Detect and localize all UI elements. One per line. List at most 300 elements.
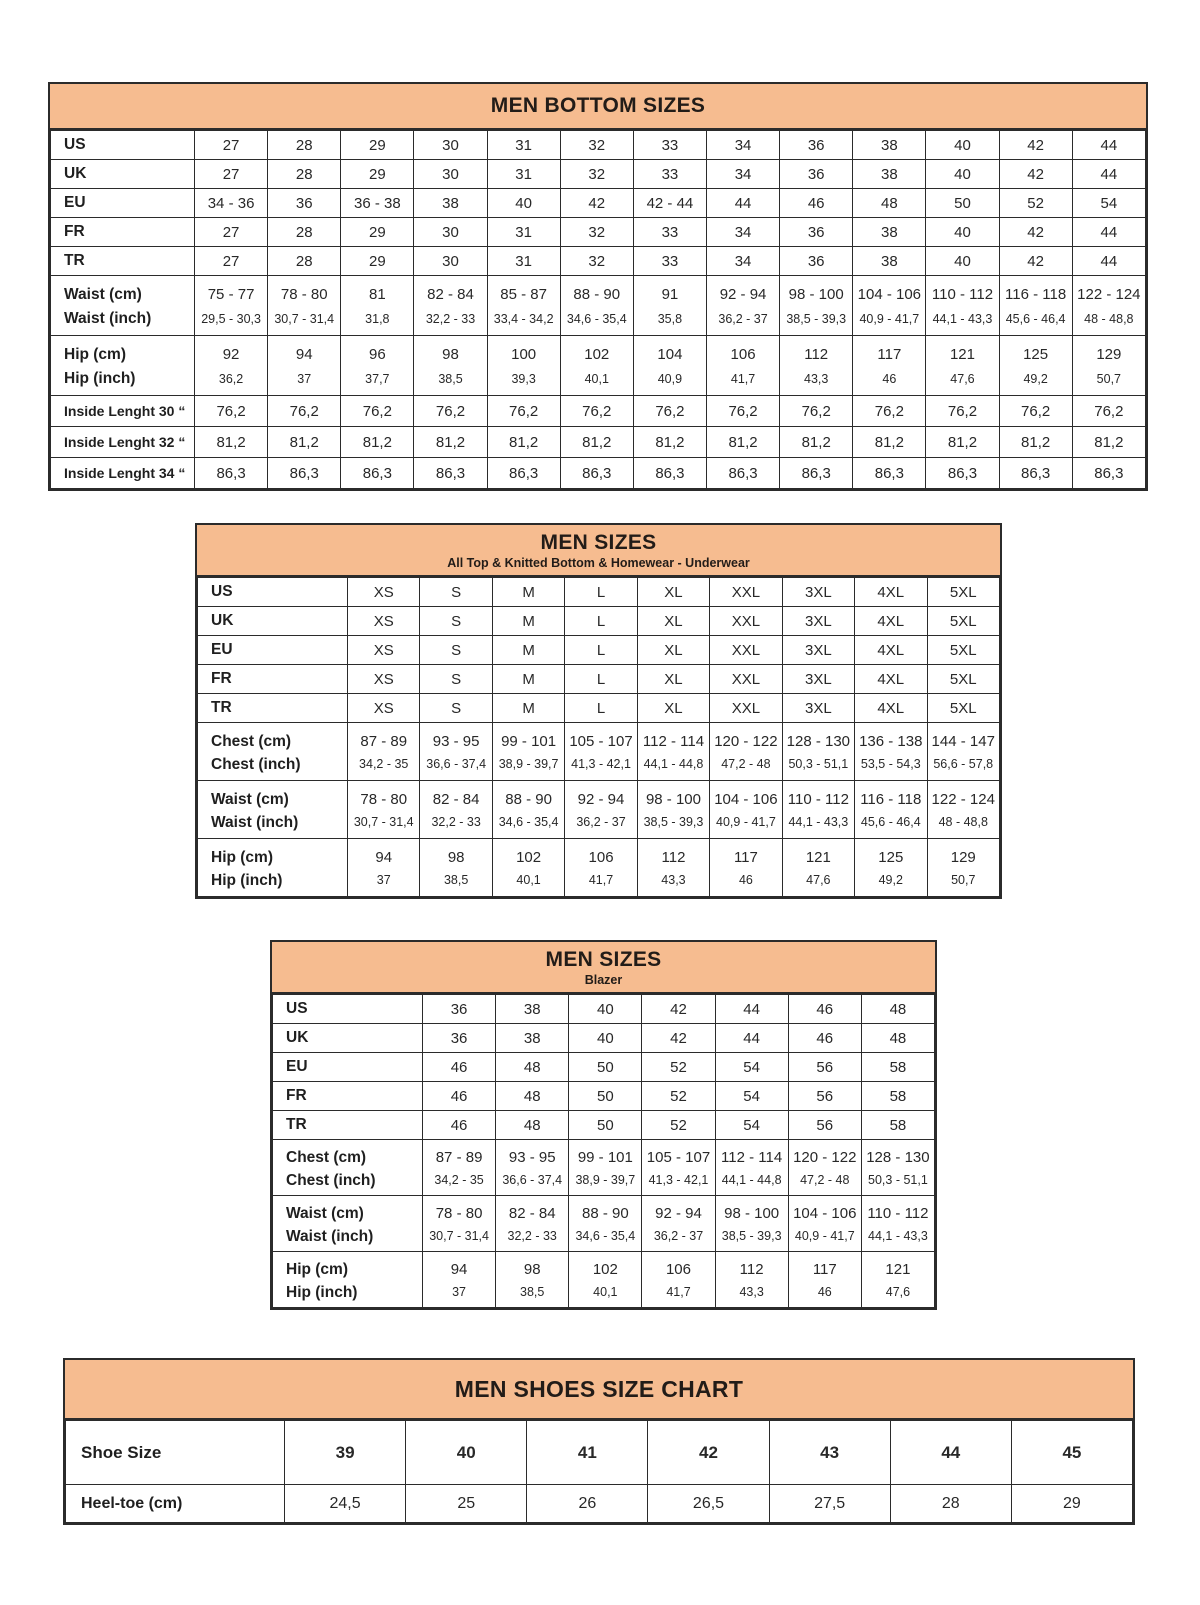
row-label-line: Waist (cm) [286,1204,364,1222]
value-line: 38,5 - 39,3 [721,1228,782,1243]
value-cell: 36 - 38 [341,189,414,218]
value-cell: 76,2 [195,396,268,427]
value-cell: XS [348,665,420,694]
value-cell: 32 [560,160,633,189]
value-cell: 42 [642,995,715,1024]
size-grid [272,994,935,1308]
row-label: FR [198,665,348,694]
value-line: 46 [882,372,897,386]
value-cell: M [492,665,564,694]
value-cell: 81,2 [195,427,268,458]
value-cell: 4XL [855,607,927,636]
value-cell: 58 [861,1053,934,1082]
value-line: 41,7 [588,873,614,887]
value-line: 34,2 - 35 [434,1172,484,1187]
value-cell: 76,2 [999,396,1072,427]
value-cell: 33 [633,247,706,276]
value-cell: 86,3 [706,458,779,489]
value-line: 85 - 87 [500,286,547,303]
value-cell: 44 [1072,160,1145,189]
value-line: 36,6 - 37,4 [426,757,487,771]
value-cell [341,276,414,336]
table-row [51,189,1146,218]
value-cell: S [420,607,492,636]
value-cell: XXL [710,636,782,665]
table-row [198,723,1000,781]
value-line: 93 - 95 [432,733,480,750]
value-line: 106 [588,849,614,866]
value-cell: 56 [788,1111,861,1140]
value-cell: S [420,665,492,694]
value-cell: 34 - 36 [195,189,268,218]
value-line: 39,3 [511,372,536,386]
value-cell: 45 [1011,1421,1132,1485]
value-cell [861,1196,934,1252]
value-cell: 4XL [855,636,927,665]
value-cell [496,1196,569,1252]
value-cell: 46 [423,1053,496,1082]
value-line: 48 - 48,8 [1084,312,1134,326]
value-cell [348,839,420,897]
value-cell: 28 [268,247,341,276]
value-line: 104 - 106 [793,1204,857,1222]
value-cell: 86,3 [633,458,706,489]
size-grid [50,130,1146,489]
value-cell [637,839,709,897]
value-line: 102 [584,346,610,363]
value-cell: 33 [633,160,706,189]
value-line: 49,2 [878,873,903,887]
row-label [198,839,348,897]
value-line: 102 [592,1260,618,1278]
value-cell [782,723,854,781]
value-cell: 76,2 [633,396,706,427]
value-cell [715,1196,788,1252]
value-cell [348,781,420,839]
value-cell: 42 [560,189,633,218]
value-cell: L [565,694,637,723]
value-line: 82 - 84 [508,1204,556,1222]
table-row [51,247,1146,276]
row-label: Inside Lenght 34 “ [51,458,195,489]
value-cell [642,1252,715,1308]
value-cell: 28 [268,218,341,247]
value-cell: 44 [1072,218,1145,247]
value-line: 104 - 106 [857,286,922,303]
value-cell [788,1140,861,1196]
value-line: 49,2 [1023,372,1048,386]
value-line: 78 - 80 [435,1204,483,1222]
table-title: MEN SIZES [540,530,657,554]
value-cell: 76,2 [268,396,341,427]
value-cell [492,723,564,781]
value-cell: 4XL [855,665,927,694]
value-line: 110 - 112 [931,286,994,303]
value-cell: 54 [715,1082,788,1111]
table-row [273,1082,935,1111]
value-cell [414,336,487,396]
row-label: EU [273,1053,423,1082]
value-cell [706,336,779,396]
value-line: 129 [1096,346,1122,363]
value-cell [780,336,853,396]
table-row [51,160,1146,189]
value-line: 92 - 94 [577,791,625,808]
size-grid [197,577,1000,897]
value-cell: 76,2 [926,396,999,427]
value-cell: 31 [487,131,560,160]
row-label-line: Hip (inch) [286,1283,358,1301]
value-line: 91 [661,286,679,303]
value-cell: 43 [769,1421,890,1485]
value-line: 36,2 [218,372,244,386]
value-cell: 40 [926,131,999,160]
value-line: 129 [950,849,976,866]
table-title-bar [50,84,1146,130]
value-line: 44,1 - 43,3 [868,1228,928,1243]
value-cell: M [492,636,564,665]
value-cell [569,1252,642,1308]
value-line: 44,1 - 43,3 [788,815,849,829]
value-line: 88 - 90 [573,286,621,303]
value-cell: 86,3 [560,458,633,489]
value-cell: XS [348,636,420,665]
value-cell [637,781,709,839]
value-cell: 86,3 [999,458,1072,489]
value-cell: 34 [706,247,779,276]
row-label: UK [51,160,195,189]
row-label: Heel-toe (cm) [66,1485,285,1523]
value-line: 41,7 [730,372,756,386]
value-line: 112 - 114 [642,733,705,750]
value-line: 37 [297,372,312,386]
value-cell: 52 [642,1111,715,1140]
value-cell: 81,2 [780,427,853,458]
value-line: 87 - 89 [435,1148,483,1166]
value-line: 110 - 112 [867,1204,929,1222]
value-cell [423,1252,496,1308]
value-cell: 40 [569,1024,642,1053]
value-cell: 26 [527,1485,648,1523]
value-cell: 32 [560,247,633,276]
value-cell: 34 [706,218,779,247]
value-cell [569,1140,642,1196]
row-label: US [51,131,195,160]
value-cell: 54 [715,1053,788,1082]
value-line: 136 - 138 [859,733,923,750]
table-row [198,636,1000,665]
value-line: 47,6 [885,1284,911,1299]
value-cell: 58 [861,1082,934,1111]
table-title-bar [65,1360,1133,1420]
value-line: 41,3 - 42,1 [648,1172,709,1187]
table-row [273,1252,935,1308]
value-cell: 44 [1072,131,1145,160]
value-line: 102 [516,849,542,866]
value-line: 98 [442,346,459,363]
row-label: US [198,578,348,607]
row-label-line: Waist (inch) [286,1227,374,1245]
value-cell: 86,3 [926,458,999,489]
value-line: 75 - 77 [207,286,255,303]
value-cell: 36 [780,131,853,160]
value-cell [853,276,926,336]
value-cell: XXL [710,694,782,723]
value-line: 94 [295,346,313,363]
value-cell: 76,2 [1072,396,1145,427]
table-title-bar [197,525,1000,577]
value-cell: 50 [569,1111,642,1140]
value-cell: 5XL [927,607,1000,636]
value-cell: 42 [999,218,1072,247]
value-cell: 48 [496,1111,569,1140]
value-cell: 56 [788,1082,861,1111]
row-label-line: Hip (inch) [64,370,136,387]
value-line: 48 - 48,8 [938,815,988,829]
table-title-bar [272,942,935,994]
value-cell: 30 [414,218,487,247]
table-row [66,1421,1133,1485]
value-line: 105 - 107 [646,1148,711,1166]
value-cell [715,1140,788,1196]
men-top-sizes-table [195,523,1002,899]
value-cell: 39 [285,1421,406,1485]
value-cell [492,781,564,839]
table-row [273,995,935,1024]
value-cell: M [492,578,564,607]
value-cell: 5XL [927,694,1000,723]
value-cell: 41 [527,1421,648,1485]
value-cell: 32 [560,131,633,160]
value-cell: 38 [853,247,926,276]
table-row [273,1140,935,1196]
value-cell [496,1140,569,1196]
value-cell: 81,2 [414,427,487,458]
row-label: FR [51,218,195,247]
value-cell [710,781,782,839]
value-cell [855,723,927,781]
value-line: 40,9 [657,372,683,386]
row-label [51,336,195,396]
value-cell: 42 [999,247,1072,276]
value-cell: 81,2 [487,427,560,458]
value-line: 36,6 - 37,4 [502,1172,563,1187]
value-line: 38,9 - 39,7 [498,757,559,771]
value-cell: 81,2 [706,427,779,458]
value-line: 121 [805,849,831,866]
value-cell [782,781,854,839]
value-cell: XXL [710,578,782,607]
value-cell [927,839,1000,897]
value-cell: 48 [853,189,926,218]
row-label: UK [198,607,348,636]
value-line: 44,1 - 43,3 [932,312,993,326]
value-cell: XL [637,607,709,636]
row-label [51,276,195,336]
value-cell: 52 [642,1053,715,1082]
value-cell: S [420,578,492,607]
value-line: 32,2 - 33 [507,1228,557,1243]
value-line: 121 [949,346,975,363]
value-cell: 54 [715,1111,788,1140]
value-cell: 34 [706,131,779,160]
value-line: 37 [376,873,391,887]
value-cell [855,781,927,839]
row-label-line: Waist (cm) [211,791,289,808]
row-label-line: Chest (cm) [211,733,292,750]
value-cell [565,781,637,839]
value-line: 94 [450,1260,468,1278]
value-cell: 81,2 [560,427,633,458]
value-line: 38,5 [438,372,463,386]
table-row [51,218,1146,247]
value-cell: 42 [648,1421,769,1485]
value-cell [780,276,853,336]
row-label: Shoe Size [66,1421,285,1485]
value-cell [710,839,782,897]
value-cell [926,276,999,336]
table-title: MEN SHOES SIZE CHART [454,1375,744,1402]
value-cell [927,723,1000,781]
value-line: 30,7 - 31,4 [353,815,414,829]
men-blazer-sizes-table [270,940,937,1310]
value-cell: M [492,694,564,723]
row-label [198,781,348,839]
value-cell [710,723,782,781]
value-line: 50,7 [951,873,976,887]
value-cell: 76,2 [780,396,853,427]
value-line: 106 [730,346,756,363]
value-line: 125 [1023,346,1049,363]
value-cell: 4XL [855,694,927,723]
value-cell: 5XL [927,578,1000,607]
value-cell: L [565,636,637,665]
value-cell [706,276,779,336]
value-line: 104 [657,346,683,363]
value-line: 36,2 - 37 [718,312,768,326]
value-line: 45,6 - 46,4 [1005,312,1066,326]
value-line: 110 - 112 [787,791,849,808]
value-line: 31,8 [365,312,390,326]
value-cell: XS [348,694,420,723]
table-row [198,781,1000,839]
value-line: 87 - 89 [360,733,408,750]
value-cell [195,276,268,336]
value-cell: 32 [560,218,633,247]
value-cell [414,276,487,336]
row-label-line: Waist (inch) [64,310,152,327]
value-line: 122 - 124 [1077,286,1141,303]
row-label: TR [51,247,195,276]
value-cell [341,336,414,396]
value-cell [855,839,927,897]
value-cell [999,276,1072,336]
value-cell: 36 [268,189,341,218]
value-line: 122 - 124 [931,791,995,808]
value-line: 106 [665,1260,691,1278]
value-line: 37 [452,1284,467,1299]
value-line: 47,2 - 48 [721,757,771,771]
value-cell: 56 [788,1053,861,1082]
value-line: 96 [369,346,386,363]
value-cell: 27 [195,160,268,189]
table-row [198,607,1000,636]
row-label-line: Hip (cm) [64,346,126,363]
value-cell: 36 [423,1024,496,1053]
value-cell: 26,5 [648,1485,769,1523]
table-row [51,131,1146,160]
value-line: 82 - 84 [432,791,480,808]
value-cell: XL [637,636,709,665]
value-cell: 29 [341,247,414,276]
row-label: EU [198,636,348,665]
row-label: TR [198,694,348,723]
value-line: 116 - 118 [1005,286,1067,303]
value-cell: 38 [853,131,926,160]
value-cell: 52 [999,189,1072,218]
value-line: 47,6 [950,372,975,386]
value-cell: XS [348,607,420,636]
value-line: 56,6 - 57,8 [933,757,994,771]
value-line: 34,2 - 35 [359,757,409,771]
table-row [51,427,1146,458]
table-row [51,276,1146,336]
table-row [273,1196,935,1252]
table-row [273,1053,935,1082]
row-label: Inside Lenght 32 “ [51,427,195,458]
row-label-line: Hip (cm) [286,1260,348,1278]
value-line: 78 - 80 [360,791,408,808]
value-cell: 40 [569,995,642,1024]
row-label: US [273,995,423,1024]
value-line: 92 [222,346,240,363]
value-cell [565,839,637,897]
row-label-line: Chest (inch) [286,1171,376,1189]
table-row [51,336,1146,396]
value-cell [195,336,268,396]
value-cell: 28 [268,160,341,189]
value-cell: 27 [195,247,268,276]
value-line: 44,1 - 44,8 [721,1172,782,1187]
value-cell: 50 [569,1082,642,1111]
value-cell [569,1196,642,1252]
value-line: 50,3 - 51,1 [868,1172,928,1187]
value-cell: 76,2 [706,396,779,427]
table-title: MEN SIZES [545,947,662,971]
value-cell: 42 [999,131,1072,160]
table-row [273,1111,935,1140]
value-line: 99 - 101 [501,733,557,750]
value-cell [423,1196,496,1252]
value-cell: L [565,578,637,607]
value-cell [420,723,492,781]
value-cell: 46 [423,1111,496,1140]
value-cell: 52 [642,1082,715,1111]
value-cell [1072,276,1145,336]
value-cell: 40 [406,1421,527,1485]
men-shoes-size-table [63,1358,1135,1525]
table-subtitle: All Top & Knitted Bottom & Homewear - Underwear [447,555,750,570]
value-cell: S [420,636,492,665]
value-line: 98 [523,1260,541,1278]
value-line: 35,8 [657,312,683,326]
value-line: 47,6 [806,873,831,887]
value-cell [423,1140,496,1196]
value-line: 40,1 [584,372,609,386]
value-cell: 40 [926,218,999,247]
value-line: 128 - 130 [786,733,851,750]
men-bottom-sizes-table [48,82,1148,491]
